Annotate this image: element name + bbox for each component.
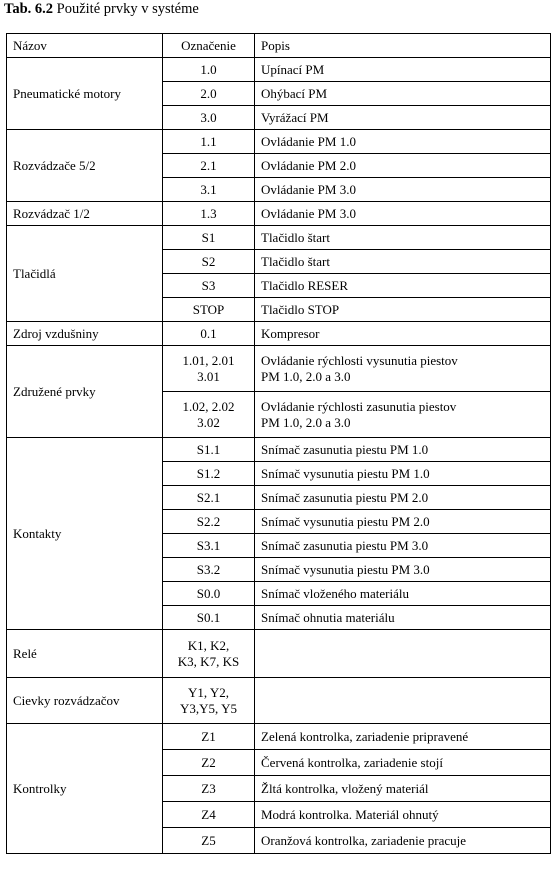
oznacenie-cell: S2.2 [163, 510, 255, 534]
popis-cell: Modrá kontrolka. Materiál ohnutý [255, 802, 551, 828]
oznacenie-line: Y1, Y2, [187, 684, 230, 700]
header-oznacenie: Označenie [163, 34, 255, 58]
table-row [7, 58, 551, 82]
popis-cell: Snímač zasunutia piestu PM 1.0 [255, 438, 551, 462]
group-name: Cievky rozvádzačov [7, 678, 163, 724]
popis-cell: Tlačidlo štart [255, 250, 551, 274]
group-name: Tlačidlá [7, 226, 163, 322]
oznacenie-cell: 1.0 [163, 58, 255, 82]
popis-cell: Ovládanie PM 1.0 [255, 130, 551, 154]
oznacenie-cell: S2.1 [163, 486, 255, 510]
popis-cell [255, 392, 551, 438]
oznacenie-cell: S1 [163, 226, 255, 250]
oznacenie-line: Y3,Y5, Y5 [180, 700, 237, 716]
popis-cell: Ohýbací PM [255, 82, 551, 106]
table-row [7, 630, 551, 678]
oznacenie-cell: 3.1 [163, 178, 255, 202]
oznacenie-line: 3.01 [197, 368, 220, 384]
popis-cell: Oranžová kontrolka, zariadenie pracuje [255, 828, 551, 854]
popis-cell: Snímač zasunutia piestu PM 3.0 [255, 534, 551, 558]
elements-table [6, 33, 551, 854]
popis-cell: Kompresor [255, 322, 551, 346]
oznacenie-cell: 2.1 [163, 154, 255, 178]
oznacenie-cell [163, 678, 255, 724]
group-name: Kontakty [7, 438, 163, 630]
table-row [7, 202, 551, 226]
table-row [7, 438, 551, 462]
oznacenie-cell [163, 392, 255, 438]
popis-cell: Snímač ohnutia materiálu [255, 606, 551, 630]
oznacenie-line: 1.02, 2.02 [182, 398, 235, 414]
oznacenie-cell [163, 630, 255, 678]
popis-cell: Vyrážací PM [255, 106, 551, 130]
header-nazov: Názov [7, 34, 163, 58]
oznacenie-cell: S1.2 [163, 462, 255, 486]
popis-line: PM 1.0, 2.0 a 3.0 [261, 368, 351, 384]
popis-cell: Ovládanie PM 3.0 [255, 202, 551, 226]
group-name: Relé [7, 630, 163, 678]
popis-cell: Tlačidlo RESER [255, 274, 551, 298]
popis-line: Ovládanie rýchlosti vysunutia piestov [261, 352, 458, 368]
oznacenie-cell: S3 [163, 274, 255, 298]
oznacenie-cell: 1.1 [163, 130, 255, 154]
header-popis: Popis [255, 34, 551, 58]
popis-cell: Ovládanie PM 3.0 [255, 178, 551, 202]
table-header-row [7, 34, 551, 58]
oznacenie-line: K3, K7, KS [177, 653, 240, 669]
oznacenie-cell: S0.0 [163, 582, 255, 606]
table-row [7, 346, 551, 392]
caption-text: Použité prvky v systéme [53, 1, 199, 17]
oznacenie-cell: S0.1 [163, 606, 255, 630]
popis-cell: Zelená kontrolka, zariadenie pripravené [255, 724, 551, 750]
oznacenie-cell: 0.1 [163, 322, 255, 346]
table-row [7, 322, 551, 346]
oznacenie-cell [163, 346, 255, 392]
popis-cell: Snímač zasunutia piestu PM 2.0 [255, 486, 551, 510]
popis-cell [255, 346, 551, 392]
oznacenie-cell: STOP [163, 298, 255, 322]
table-row [7, 130, 551, 154]
popis-cell [255, 678, 551, 724]
table-row [7, 226, 551, 250]
oznacenie-cell: S3.2 [163, 558, 255, 582]
popis-cell: Tlačidlo STOP [255, 298, 551, 322]
popis-line: Ovládanie rýchlosti zasunutia piestov [261, 398, 457, 414]
oznacenie-cell: Z1 [163, 724, 255, 750]
group-name: Pneumatické motory [7, 58, 163, 130]
popis-cell: Upínací PM [255, 58, 551, 82]
group-name: Kontrolky [7, 724, 163, 854]
popis-cell: Červená kontrolka, zariadenie stojí [255, 750, 551, 776]
oznacenie-cell: Z4 [163, 802, 255, 828]
oznacenie-cell: Z5 [163, 828, 255, 854]
oznacenie-cell: Z3 [163, 776, 255, 802]
popis-cell: Tlačidlo štart [255, 226, 551, 250]
table-row [7, 678, 551, 724]
caption-label: Tab. 6.2 [4, 1, 54, 17]
group-name: Rozvádzače 5/2 [7, 130, 163, 202]
oznacenie-cell: Z2 [163, 750, 255, 776]
popis-cell: Snímač vysunutia piestu PM 1.0 [255, 462, 551, 486]
group-name: Zdroj vzdušniny [7, 322, 163, 346]
popis-cell [255, 630, 551, 678]
oznacenie-cell: 1.3 [163, 202, 255, 226]
group-name: Združené prvky [7, 346, 163, 438]
popis-cell: Snímač vysunutia piestu PM 3.0 [255, 558, 551, 582]
group-name: Rozvádzač 1/2 [7, 202, 163, 226]
oznacenie-cell: S2 [163, 250, 255, 274]
oznacenie-line: 3.02 [197, 414, 220, 430]
oznacenie-cell: 2.0 [163, 82, 255, 106]
oznacenie-line: 1.01, 2.01 [182, 352, 235, 368]
popis-line: PM 1.0, 2.0 a 3.0 [261, 414, 351, 430]
oznacenie-cell: S1.1 [163, 438, 255, 462]
table-row [7, 724, 551, 750]
popis-cell: Snímač vloženého materiálu [255, 582, 551, 606]
table-caption [4, 1, 199, 18]
oznacenie-cell: 3.0 [163, 106, 255, 130]
oznacenie-line: K1, K2, [187, 637, 230, 653]
popis-cell: Snímač vysunutia piestu PM 2.0 [255, 510, 551, 534]
popis-cell: Žltá kontrolka, vložený materiál [255, 776, 551, 802]
oznacenie-cell: S3.1 [163, 534, 255, 558]
popis-cell: Ovládanie PM 2.0 [255, 154, 551, 178]
